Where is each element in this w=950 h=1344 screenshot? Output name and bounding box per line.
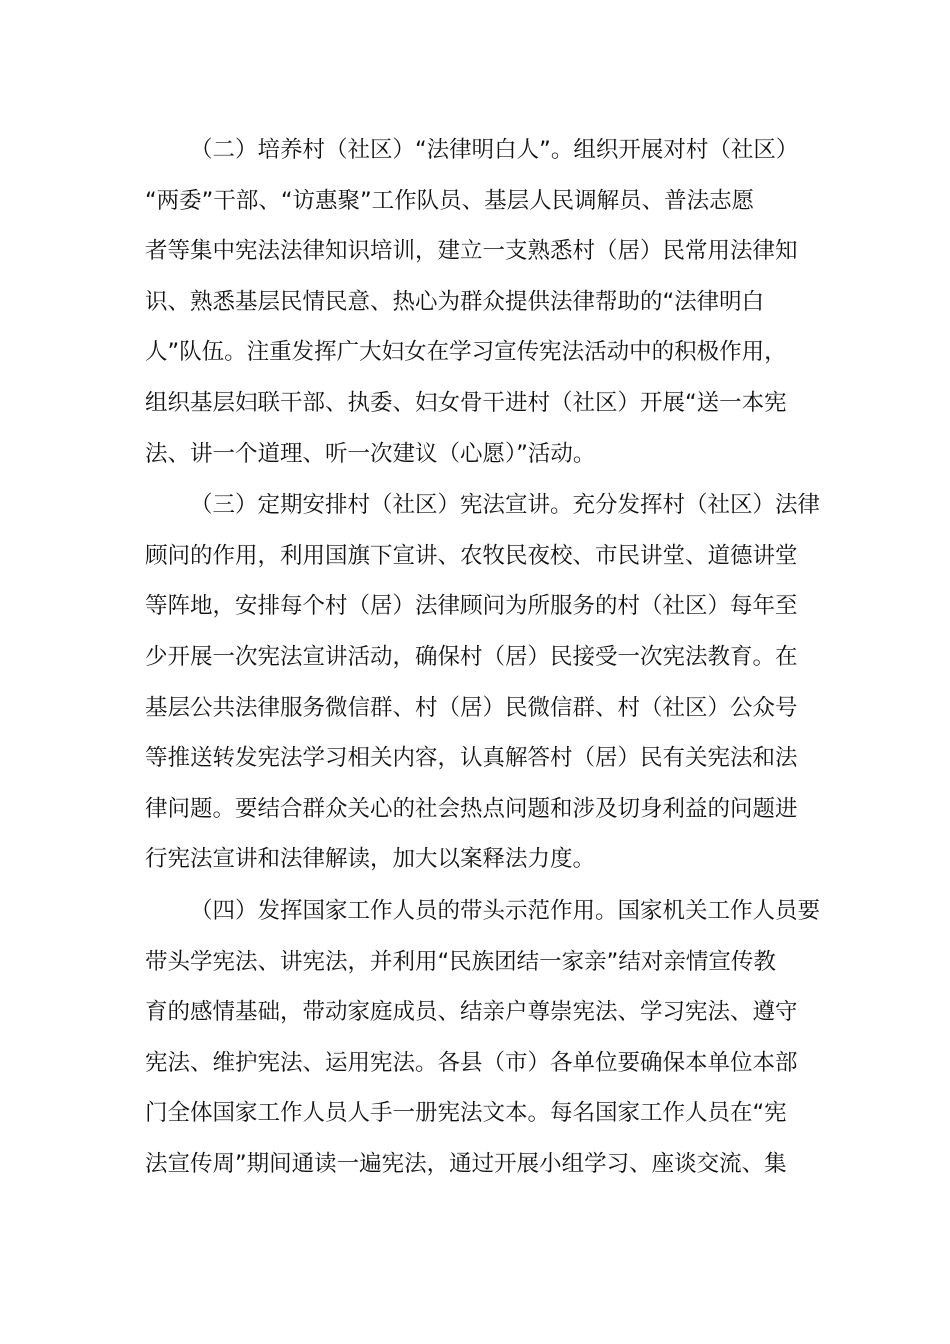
paragraph-4 [145, 886, 821, 1190]
text-line: 少开展一次宪法宣讲活动，确保村（居）民接受一次宪法教育。在 [145, 643, 798, 670]
paragraph-2 [145, 125, 805, 479]
text-line: 基层公共法律服务微信群、村（居）民微信群、村（社区）公众号 [145, 694, 798, 721]
text-line: 宪法、维护宪法、运用宪法。各县（市）各单位要确保本单位本部 [145, 1049, 798, 1076]
text-line: 行宪法宣讲和法律解读，加大以案释法力度。 [145, 846, 596, 873]
text-line: （二）培养村（社区）“法律明白人”。组织开展对村（社区） [190, 137, 799, 163]
paragraph-3 [145, 480, 821, 885]
text-line: （三）定期安排村（社区）宪法宣讲。充分发挥村（社区）法律 [190, 492, 821, 519]
document-body [145, 125, 821, 1190]
text-line: 门全体国家工作人员人手一册宪法文本。每名国家工作人员在“宪 [145, 1100, 787, 1127]
text-line: 识、熟悉基层民情民意、热心为群众提供法律帮助的“法律明白 [145, 288, 765, 315]
text-line: 法、讲一个道理、听一次建议（心愿）”活动。 [145, 440, 596, 467]
text-line: 等推送转发宪法学习相关内容，认真解答村（居）民有关宪法和法 [145, 745, 798, 772]
text-line: 律问题。要结合群众关心的社会热点问题和涉及切身利益的问题进 [145, 795, 798, 822]
text-line: 等阵地，安排每个村（居）法律顾问为所服务的村（社区）每年至 [145, 593, 798, 620]
text-line: 育的感情基础，带动家庭成员、结亲户尊崇宪法、学习宪法、遵守 [145, 999, 798, 1026]
text-line: “两委”干部、“访惠聚”工作队员、基层人民调解员、普法志愿 [145, 187, 755, 214]
text-line: （四）发挥国家工作人员的带头示范作用。国家机关工作人员要 [190, 897, 821, 924]
text-line: 法宣传周”期间通读一遍宪法，通过开展小组学习、座谈交流、集 [145, 1150, 787, 1177]
text-line: 人”队伍。注重发挥广大妇女在学习宣传宪法活动中的积极作用， [145, 339, 787, 366]
text-line: 者等集中宪法法律知识培训，建立一支熟悉村（居）民常用法律知 [145, 238, 798, 265]
text-line: 顾问的作用，利用国旗下宣讲、农牧民夜校、市民讲堂、道德讲堂 [145, 542, 798, 569]
text-line: 组织基层妇联干部、执委、妇女骨干进村（社区）开展“送一本宪 [145, 389, 787, 416]
text-line: 带头学宪法、讲宪法，并利用“民族团结一家亲”结对亲情宣传教 [145, 948, 776, 975]
